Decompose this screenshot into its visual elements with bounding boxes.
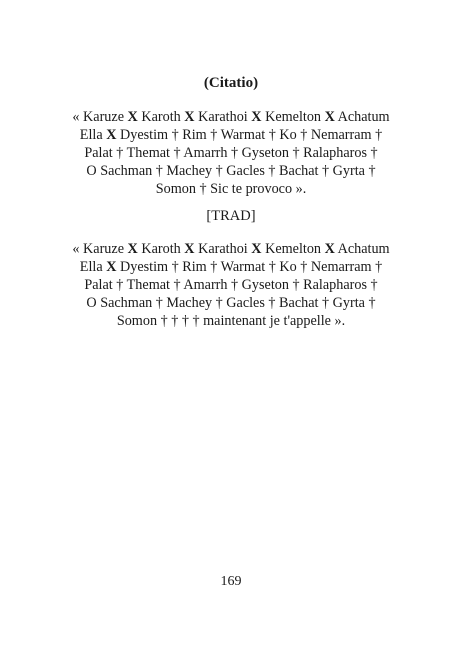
bold-x-mark: X [324, 241, 335, 257]
text-run: « Karuze [72, 109, 128, 125]
text-run: Karathoi [194, 109, 252, 125]
text-run: Kemelton [261, 109, 325, 125]
bold-x-mark: X [127, 109, 138, 125]
text-run: « Karuze [72, 241, 128, 257]
latin-invocation-paragraph [50, 108, 412, 198]
bold-x-mark: X [324, 109, 335, 125]
text-run: O Sachman † Machey † Gacles † Bachat † Gyrta † [86, 163, 376, 179]
text-run: Achatum [334, 109, 390, 125]
text-run: Karathoi [194, 241, 252, 257]
text-run: Ella [79, 259, 107, 275]
translated-invocation-paragraph [50, 240, 412, 330]
text-run: Somon † † † † maintenant je t'appelle ». [116, 313, 346, 329]
translation-label: [TRAD] [206, 208, 256, 224]
page-number: 169 [220, 574, 242, 589]
text-run: Dyestim † Rim † Warmat † Ko † Nemarram † [116, 259, 383, 275]
text-line [50, 294, 412, 312]
text-line [50, 180, 412, 198]
text-run: Palat † Themat † Amarrh † Gyseton † Ralapharos † [84, 145, 378, 161]
text-run: Kemelton [261, 241, 325, 257]
bold-x-mark: X [251, 109, 262, 125]
text-line [50, 258, 412, 276]
bold-x-mark: X [106, 259, 117, 275]
text-run: Ella [79, 127, 107, 143]
text-run: Dyestim † Rim † Warmat † Ko † Nemarram † [116, 127, 383, 143]
bold-x-mark: X [127, 241, 138, 257]
bold-x-mark: X [251, 241, 262, 257]
bold-x-mark: X [184, 241, 195, 257]
text-run: Achatum [334, 241, 390, 257]
text-line [50, 276, 412, 294]
text-line [50, 240, 412, 258]
text-run: O Sachman † Machey † Gacles † Bachat † Gyrta † [86, 295, 376, 311]
text-run: Karoth [137, 109, 185, 125]
text-line [50, 312, 412, 330]
bold-x-mark: X [184, 109, 195, 125]
text-run: Karoth [137, 241, 185, 257]
bold-x-mark: X [106, 127, 117, 143]
text-line [50, 162, 412, 180]
text-line [50, 144, 412, 162]
text-line [50, 126, 412, 144]
text-run: Somon † Sic te provoco ». [155, 181, 307, 197]
section-heading: (Citatio) [203, 75, 259, 91]
text-run: Palat † Themat † Amarrh † Gyseton † Ralapharos † [84, 277, 378, 293]
text-line [50, 108, 412, 126]
